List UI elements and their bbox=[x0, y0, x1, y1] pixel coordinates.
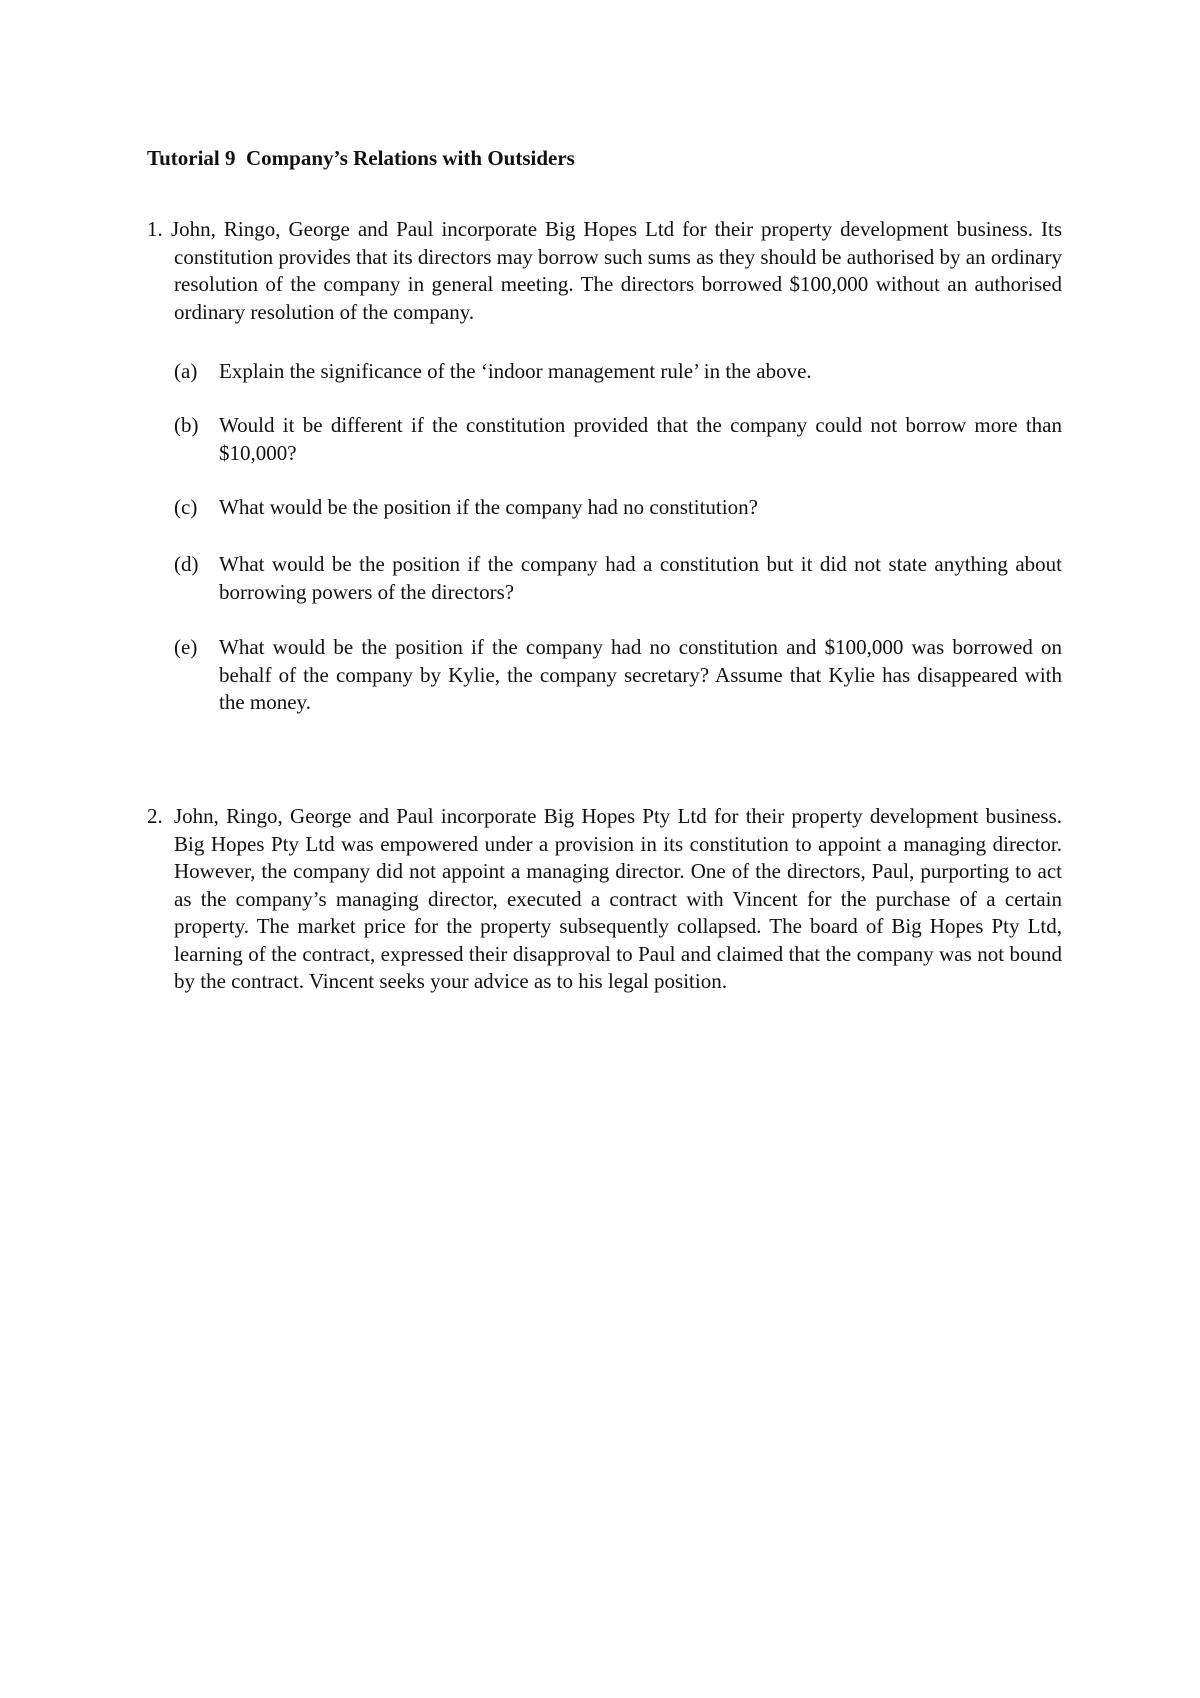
subquestion-a bbox=[174, 358, 1062, 386]
subquestion-d-text: What would be the position if the company had a constitution but it did not state anything about borrowing powers of the directors? bbox=[219, 552, 1062, 604]
subquestion-c-text: What would be the position if the company had no constitution? bbox=[219, 495, 758, 519]
subquestion-e-label: (e) bbox=[174, 635, 198, 659]
subquestion-a-text: Explain the significance of the ‘indoor management rule’ in the above. bbox=[219, 359, 812, 383]
subquestion-e bbox=[174, 634, 1062, 717]
subquestion-d-label: (d) bbox=[174, 552, 199, 576]
subquestion-b-label: (b) bbox=[174, 413, 199, 437]
question-2-text: John, Ringo, George and Paul incorporate Big Hopes Pty Ltd for their property development business. Big Hopes Pty Ltd was empowered under a provision in its constitution to appoint a managing director. However, the company did not appoint a managing director. One of the directors, Paul, purporting to act as the company’s managing director, executed a contract with Vincent for the purchase of a certain property. The market price for the property subsequently collapsed. The board of Big Hopes Pty Ltd, learning of the contract, expressed their disapproval to Paul and claimed that the company was not bound by the contract. Vincent seeks your advice as to his legal position. bbox=[174, 804, 1062, 993]
subquestion-b bbox=[174, 412, 1062, 467]
subquestion-c bbox=[174, 494, 1062, 522]
subquestion-c-label: (c) bbox=[174, 495, 198, 519]
question-2 bbox=[147, 803, 1062, 996]
subquestion-d bbox=[174, 551, 1062, 606]
question-1-number: 1. bbox=[147, 217, 163, 241]
question-2-number: 2. bbox=[147, 804, 163, 828]
question-1-text: John, Ringo, George and Paul incorporate Big Hopes Ltd for their property development business. Its constitution provides that its directors may borrow such sums as they should be authorised by an ordinary resolution of the company in general meeting. The directors borrowed $100,000 without an authorised ordinary resolution of the company. bbox=[171, 217, 1062, 324]
subquestion-e-text: What would be the position if the company had no constitution and $100,000 was borrowed on behalf of the company by Kylie, the company secretary? Assume that Kylie has disappeared with the money. bbox=[219, 635, 1062, 714]
question-1 bbox=[147, 216, 1062, 326]
document-title: Tutorial 9 Company’s Relations with Outsiders bbox=[147, 146, 575, 170]
subquestion-b-text: Would it be different if the constitution provided that the company could not borrow more than $10,000? bbox=[219, 413, 1062, 465]
subquestion-a-label: (a) bbox=[174, 359, 198, 383]
